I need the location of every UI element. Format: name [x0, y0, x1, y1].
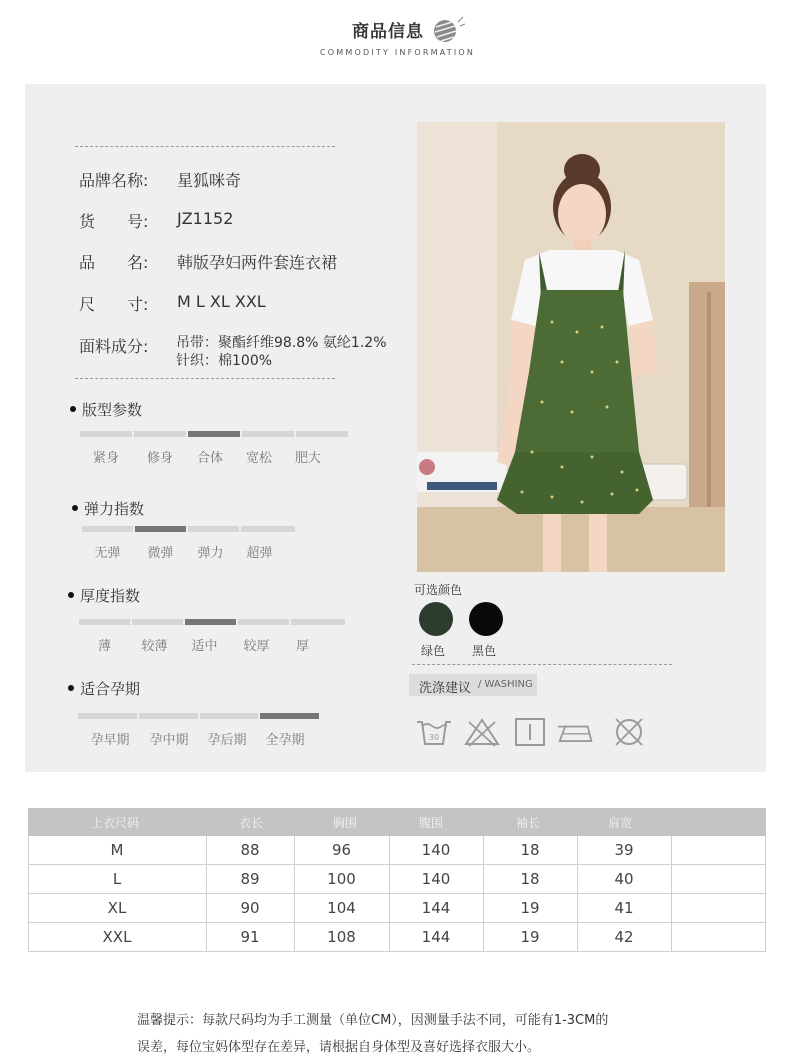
fit-scale-segment	[242, 431, 294, 437]
table-cell: M	[110, 841, 124, 859]
table-cell: 39	[614, 841, 634, 859]
table-cell: 144	[421, 928, 451, 946]
table-row	[28, 894, 766, 923]
table-cell: 19	[520, 928, 540, 946]
table-gridline	[389, 836, 390, 952]
table-cell: L	[112, 870, 122, 888]
table-cell: XXL	[102, 928, 132, 946]
table-cell: 140	[421, 841, 451, 859]
color-label-black: 黑色	[472, 644, 497, 658]
fit-scale-segment	[80, 431, 132, 437]
table-gridline	[671, 836, 672, 952]
column-header: 胸围	[332, 816, 357, 830]
washing-title-en: / WASHING	[478, 679, 533, 690]
table-cell: 91	[240, 928, 260, 946]
section-subtitle: COMMODITY INFORMATION	[320, 48, 476, 57]
fit-scale-title: 版型参数	[70, 399, 142, 420]
elasticity-scale-title: 弹力指数	[72, 498, 144, 519]
elasticity-scale-label: 超弹	[246, 546, 273, 561]
fit-scale-label: 合体	[196, 451, 223, 466]
svg-text:30: 30	[428, 733, 440, 742]
bullet-icon	[70, 406, 76, 412]
table-cell: 100	[327, 870, 356, 888]
product-photo	[417, 122, 725, 572]
color-swatch-black[interactable]	[469, 602, 503, 636]
striped-ball-icon	[432, 14, 466, 44]
pregnancy-stage-segment	[139, 713, 198, 719]
table-cell: 104	[327, 899, 356, 917]
fabric-label: 面料成分:	[79, 337, 149, 356]
no-dry-clean-icon	[610, 716, 648, 748]
bullet-icon	[72, 505, 78, 511]
table-cell: 41	[614, 899, 634, 917]
table-cell: 108	[327, 928, 356, 946]
thickness-scale-segment	[79, 619, 130, 625]
color-options-title: 可选颜色	[414, 583, 463, 597]
thickness-scale-segment	[238, 619, 289, 625]
fit-scale-segment-selected	[188, 431, 240, 437]
table-gridline	[483, 836, 484, 952]
color-swatch-green[interactable]	[419, 602, 453, 636]
column-header: 肩宽	[607, 816, 632, 830]
thickness-scale-title: 厚度指数	[68, 585, 140, 606]
elasticity-scale-segment	[82, 526, 133, 532]
thickness-scale-segment	[132, 619, 183, 625]
fabric-line-knit: 针织：棉100%	[176, 353, 273, 369]
table-cell: 18	[520, 841, 540, 859]
table-cell: 90	[240, 899, 260, 917]
thickness-scale-label: 较厚	[243, 639, 270, 654]
table-cell: 42	[614, 928, 634, 946]
elasticity-scale-label: 无弹	[94, 546, 121, 561]
table-row	[28, 836, 766, 865]
pregnancy-stage-segment-selected	[260, 713, 319, 719]
bullet-icon	[68, 685, 74, 691]
fabric-line-strap: 吊带：聚酯纤维98.8% 氨纶1.2%	[176, 335, 387, 351]
pregnancy-stage-label: 全孕期	[265, 733, 305, 748]
elasticity-scale-label: 微弹	[147, 546, 174, 561]
divider	[412, 664, 672, 665]
table-cell: 140	[421, 870, 451, 888]
no-bleach-icon	[463, 716, 501, 748]
thickness-scale-label: 适中	[191, 639, 218, 654]
name-value: 韩版孕妇两件套连衣裙	[177, 253, 338, 272]
sku-value: JZ1152	[177, 209, 234, 228]
divider	[75, 146, 335, 147]
elasticity-scale-segment	[241, 526, 295, 532]
pregnancy-stage-segment	[78, 713, 137, 719]
table-cell: 144	[421, 899, 451, 917]
pregnancy-stage-label: 孕早期	[90, 733, 130, 748]
pregnancy-stage-title: 适合孕期	[68, 678, 140, 699]
column-header: 袖长	[515, 816, 540, 830]
size-tip-line: 温馨提示：每款尺码均为手工测量（单位CM），因测量手法不同，可能有1-3CM的	[137, 1013, 609, 1028]
bullet-icon	[68, 592, 74, 598]
table-gridline	[765, 836, 766, 952]
table-cell: 18	[520, 870, 540, 888]
thickness-scale-label: 薄	[97, 639, 111, 654]
divider	[75, 378, 335, 379]
size-tip-line: 误差，每位宝妈体型存在差异，请根据自身体型及喜好选择衣服大小。	[137, 1040, 541, 1055]
table-cell: 88	[240, 841, 260, 859]
thickness-scale-segment	[291, 619, 345, 625]
fit-scale-segment	[296, 431, 348, 437]
section-title: 商品信息	[352, 22, 424, 42]
pregnancy-stage-segment	[200, 713, 258, 719]
size-label: 尺 寸:	[79, 295, 149, 314]
pregnancy-stage-label: 孕中期	[149, 733, 189, 748]
column-header: 腹围	[418, 816, 443, 830]
table-cell: 96	[331, 841, 352, 859]
table-cell: 19	[520, 899, 540, 917]
elasticity-scale-segment	[188, 526, 239, 532]
fit-scale-label: 宽松	[245, 451, 272, 466]
name-label: 品 名:	[79, 253, 149, 272]
table-cell: 89	[240, 870, 260, 888]
brand-label: 品牌名称:	[79, 171, 149, 190]
fit-scale-label: 肥大	[294, 451, 321, 466]
table-gridline	[294, 836, 295, 952]
iron-icon	[557, 716, 595, 748]
table-gridline	[577, 836, 578, 952]
washing-header	[409, 674, 537, 696]
elasticity-scale-segment-selected	[135, 526, 186, 532]
thickness-scale-label: 较薄	[141, 639, 168, 654]
elasticity-scale-label: 弹力	[197, 546, 224, 561]
pregnancy-stage-label: 孕后期	[207, 733, 247, 748]
table-gridline	[206, 836, 207, 952]
size-value: M L XL XXL	[177, 292, 266, 311]
color-label-green: 绿色	[421, 644, 446, 658]
table-cell: XL	[107, 899, 127, 917]
brand-value: 星狐咪奇	[177, 171, 242, 190]
wash-30-icon	[415, 716, 453, 748]
thickness-scale-label: 厚	[295, 639, 309, 654]
tumble-dry-icon	[511, 716, 549, 748]
sku-label: 货 号:	[79, 212, 149, 231]
thickness-scale-segment-selected	[185, 619, 236, 625]
washing-title: 洗涤建议	[419, 681, 472, 696]
table-cell: 40	[614, 870, 634, 888]
table-row	[28, 865, 766, 894]
fit-scale-label: 修身	[146, 451, 173, 466]
fit-scale-segment	[134, 431, 186, 437]
fit-scale-label: 紧身	[92, 451, 119, 466]
table-gridline	[28, 836, 29, 952]
table-row	[28, 923, 766, 952]
fabric-value	[176, 334, 387, 370]
column-header: 衣长	[238, 816, 263, 830]
column-header: 上衣尺码	[90, 816, 139, 830]
